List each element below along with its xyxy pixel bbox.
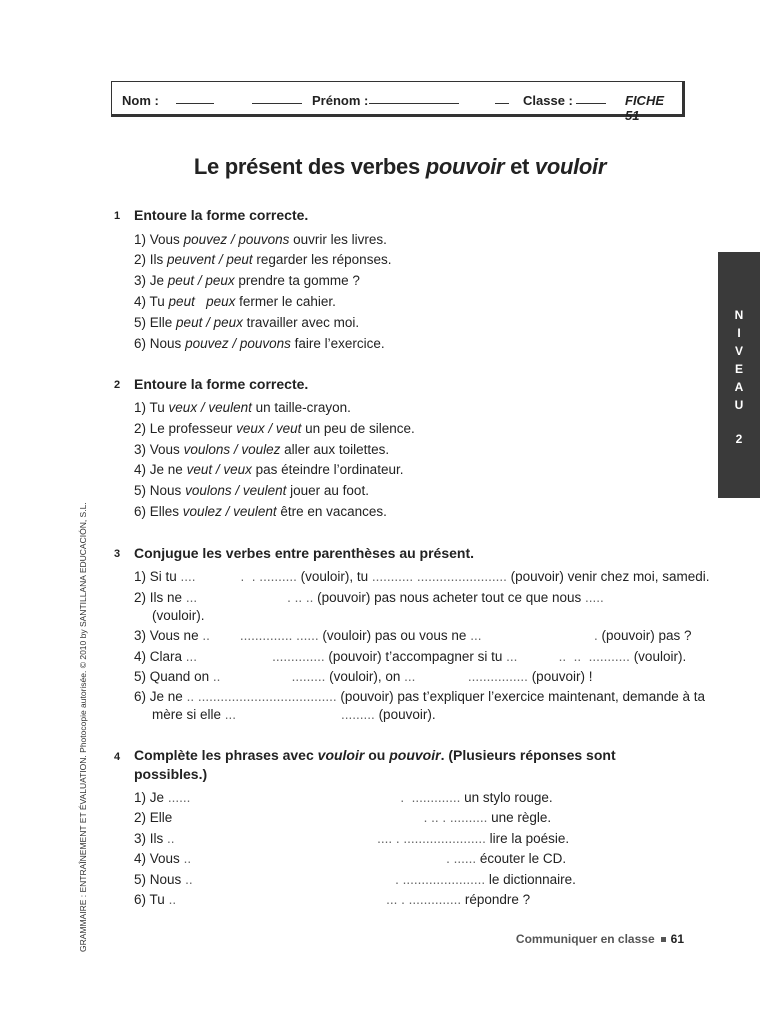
- answer-blank[interactable]: .. .... . ......................: [167, 831, 490, 846]
- ex1-choice[interactable]: pouvez / pouvons: [185, 336, 291, 351]
- exercise-4-number: 4: [114, 751, 121, 763]
- ex2-item: 4) Je ne veut / veux pas éteindre l’ordinateur.: [134, 462, 404, 477]
- exercise-1-instruction: Entoure la forme correcte.: [134, 207, 309, 223]
- ex2-choice[interactable]: voulons / voulez: [183, 442, 281, 457]
- answer-blank[interactable]: .. .....................................: [186, 689, 341, 704]
- ex3-item: 6) Je ne .. ..................................... (pouvoir) pas t’expliquer l’exercice maintenant, demande à ta: [134, 689, 706, 704]
- ex3-item-continued: (vouloir).: [152, 608, 205, 623]
- ex1-choice[interactable]: peuvent / peut: [167, 252, 253, 267]
- answer-blank[interactable]: ... ................: [404, 669, 532, 684]
- answer-blank[interactable]: .. .........: [212, 669, 330, 684]
- ex3-item: 2) Ils ne ... . .. .. (pouvoir) pas nous acheter tout ce que nous .....: [134, 590, 604, 605]
- ex2-item: 5) Nous voulons / veulent jouer au foot.: [134, 483, 369, 498]
- ex3-item: 5) Quand on .. ......... (vouloir), on ... ................ (pouvoir) !: [134, 669, 593, 684]
- exercise-1-number: 1: [114, 210, 121, 222]
- fiche-number: FICHE 51: [625, 93, 664, 123]
- answer-blank[interactable]: ... .........: [224, 707, 379, 722]
- niveau-letter: A: [734, 380, 744, 394]
- answer-blank[interactable]: .. . ......: [183, 851, 480, 866]
- prenom-label: Prénom :: [312, 93, 369, 108]
- nom-blank[interactable]: [176, 92, 214, 104]
- ex2-choice[interactable]: voulons / veulent: [185, 483, 287, 498]
- ex2-item: 3) Vous voulons / voulez aller aux toilettes.: [134, 442, 390, 457]
- niveau-tab: [718, 252, 760, 498]
- exercise-4-instruction-line2: possibles.): [134, 766, 208, 782]
- niveau-letter: I: [737, 326, 741, 340]
- copyright-notice: GRAMMAIRE : ENTRAÎNEMENT ET ÉVALUATION. Photocopie autorisée. © 2010 by SANTILLANA EDUCACIÓN, S.L.: [78, 502, 88, 952]
- niveau-letter: V: [734, 344, 743, 358]
- classe-blank[interactable]: [576, 92, 606, 104]
- niveau-letter: U: [734, 398, 744, 412]
- ex2-item: 1) Tu veux / veulent un taille-crayon.: [134, 400, 351, 415]
- exercise-3-number: 3: [114, 548, 121, 560]
- prenom-blank[interactable]: [369, 92, 459, 104]
- answer-blank[interactable]: ... .: [470, 628, 602, 643]
- answer-blank[interactable]: ... . .. ..: [185, 590, 318, 605]
- ex1-item: 5) Elle peut / peux travailler avec moi.: [134, 315, 360, 330]
- ex1-choice[interactable]: pouvez / pouvons: [183, 232, 290, 247]
- niveau-level: 2: [735, 432, 743, 446]
- ex4-item: 2) Elle . .. . .......... une règle.: [134, 810, 552, 825]
- exercise-2-instruction: Entoure la forme correcte.: [134, 376, 309, 392]
- answer-blank[interactable]: .. ... . ..............: [168, 892, 465, 907]
- footer-section: Communiquer en classe: [515, 932, 655, 946]
- ex4-item: 4) Vous .. . ...... écouter le CD.: [134, 851, 567, 866]
- niveau-letter: N: [734, 308, 744, 322]
- exercise-3-instruction: Conjugue les verbes entre parenthèses au présent.: [134, 545, 475, 561]
- answer-blank[interactable]: .. . ......................: [185, 872, 489, 887]
- niveau-letter: E: [734, 362, 743, 376]
- ex4-item: 3) Ils .. .... . ...................... lire la poésie.: [134, 831, 570, 846]
- ex1-item: 6) Nous pouvez / pouvons faire l’exercice.: [134, 336, 385, 351]
- ex4-item: 6) Tu .. ... . .............. répondre ?: [134, 892, 531, 907]
- ex2-item: 6) Elles voulez / veulent être en vacances.: [134, 504, 387, 519]
- exercise-4-instruction: Complète les phrases avec vouloir ou pouvoir. (Plusieurs réponses sont: [134, 747, 616, 763]
- answer-blank[interactable]: ...... . .............: [167, 790, 465, 805]
- ex1-choice[interactable]: peut peux: [168, 294, 236, 309]
- answer-blank[interactable]: ... .. .. ...........: [506, 649, 634, 664]
- page-number: 61: [670, 932, 684, 946]
- ex3-item: 4) Clara ... .............. (pouvoir) t’accompagner si tu ... .. .. ........... (vouloir).: [134, 649, 687, 664]
- ex1-item: 4) Tu peut peux fermer le cahier.: [134, 294, 336, 309]
- ex4-item: 5) Nous .. . ...................... le dictionnaire.: [134, 872, 576, 887]
- ex1-item: 3) Je peut / peux prendre ta gomme ?: [134, 273, 360, 288]
- ex3-item: 3) Vous ne .. .............. ...... (vouloir) pas ou vous ne ... . (pouvoir) pas ?: [134, 628, 692, 643]
- page-footer: [516, 932, 684, 946]
- answer-blank[interactable]: .. .............. ......: [202, 628, 323, 643]
- square-bullet-icon: [661, 937, 666, 942]
- page-title: Le présent des verbes pouvoir et vouloir: [193, 154, 607, 179]
- classe-label: Classe :: [523, 93, 573, 108]
- answer-blank[interactable]: ... ..............: [185, 649, 329, 664]
- exercise-2-number: 2: [114, 379, 121, 391]
- ex1-item: 1) Vous pouvez / pouvons ouvrir les livres.: [134, 232, 387, 247]
- student-info-header: [111, 81, 685, 123]
- ex1-choice[interactable]: peut / peux: [167, 273, 235, 288]
- ex4-item: 1) Je ...... . ............. un stylo rouge.: [134, 790, 553, 805]
- ex2-choice[interactable]: veut / veux: [186, 462, 252, 477]
- ex3-item-continued: mère si elle ... ......... (pouvoir).: [152, 707, 436, 722]
- prenom-blank-2[interactable]: [495, 92, 509, 104]
- ex2-choice[interactable]: veux / veulent: [168, 400, 252, 415]
- ex1-item: 2) Ils peuvent / peut regarder les réponses.: [134, 252, 392, 267]
- ex1-choice[interactable]: peut / peux: [176, 315, 243, 330]
- ex2-item: 2) Le professeur veux / veut un peu de silence.: [134, 421, 415, 436]
- nom-blank-2[interactable]: [252, 92, 302, 104]
- answer-blank[interactable]: ........... ........................: [371, 569, 511, 584]
- answer-blank[interactable]: .... . . ..........: [180, 569, 301, 584]
- answer-blank[interactable]: . .. . ..........: [176, 810, 492, 825]
- nom-label: Nom :: [122, 93, 159, 108]
- ex2-choice[interactable]: voulez / veulent: [182, 504, 277, 519]
- ex3-item: 1) Si tu .... . . .......... (vouloir), tu ........... ........................ (pouvoir) venir chez moi, samedi.: [134, 569, 710, 584]
- answer-blank[interactable]: .....: [585, 590, 604, 605]
- ex2-choice[interactable]: veux / veut: [236, 421, 302, 436]
